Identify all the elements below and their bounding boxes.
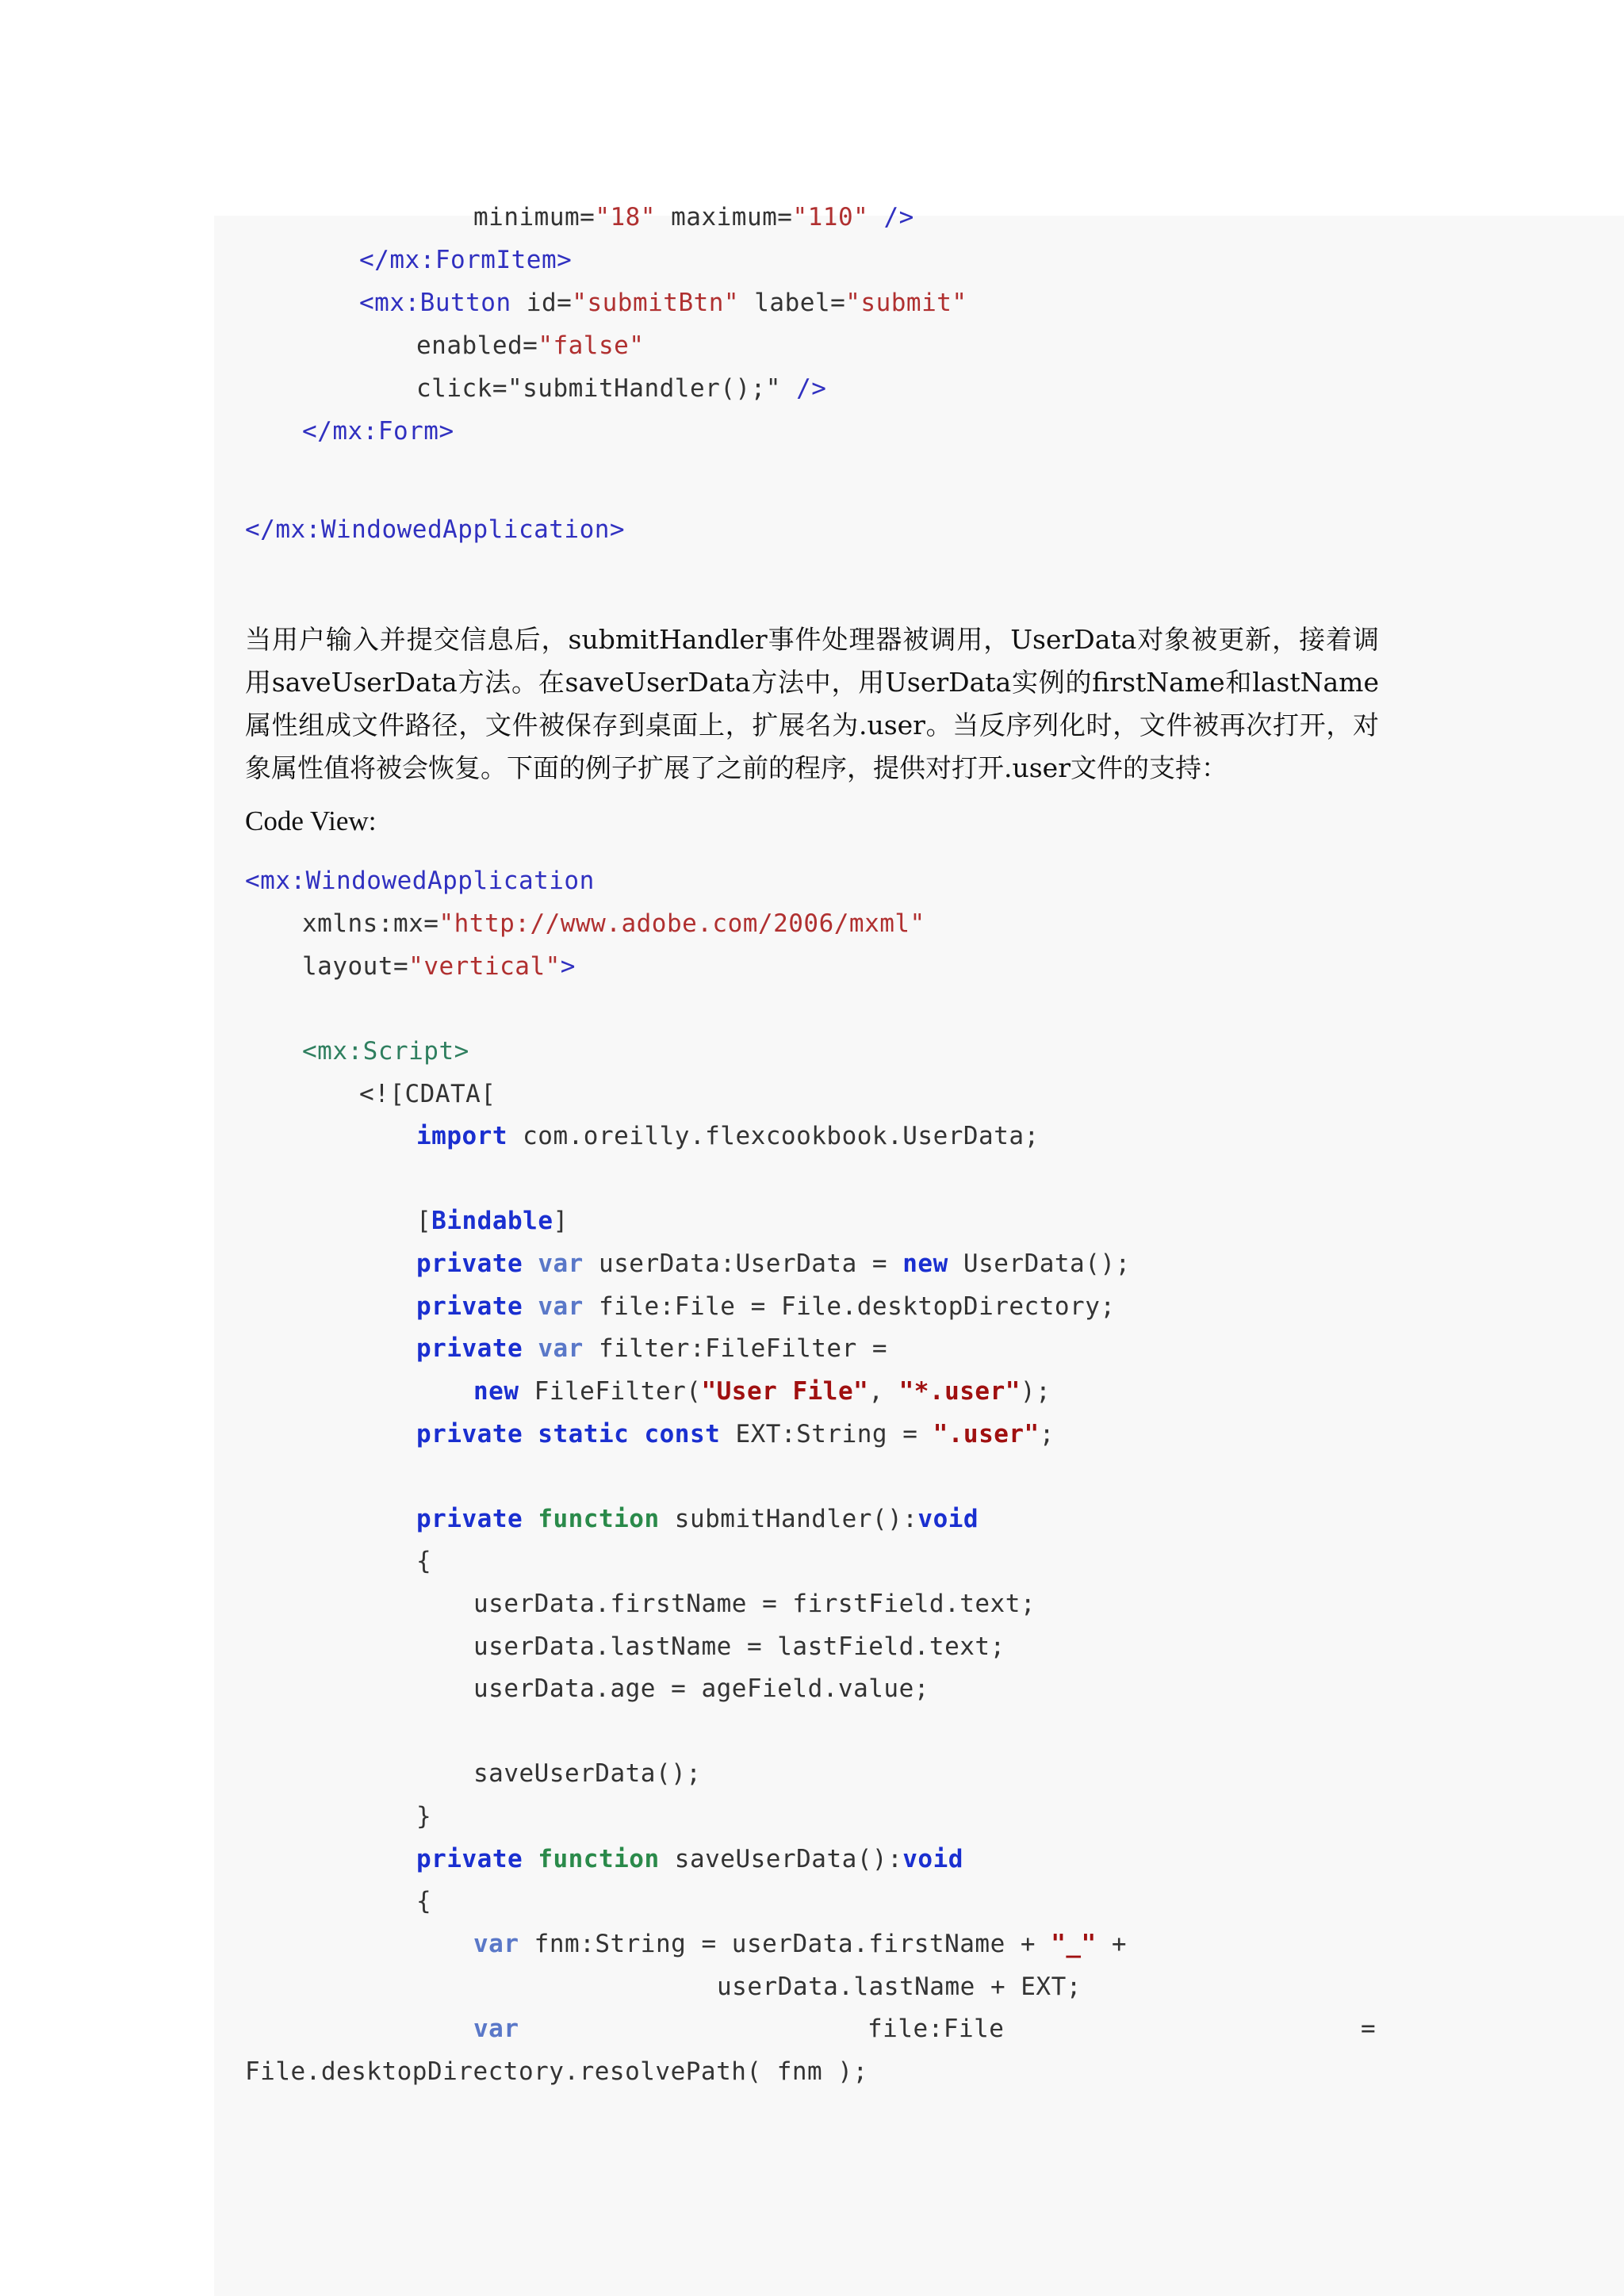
code-line: var fnm:String = userData.firstName + "_" + — [473, 1930, 1128, 1958]
code-line: file:File — [868, 2015, 1005, 2043]
code-line: </mx:WindowedApplication> — [245, 515, 626, 544]
code-line: </mx:FormItem> — [359, 246, 573, 274]
code-line: { — [416, 1887, 432, 1915]
code-line: minimum="18" maximum="110" /> — [473, 203, 914, 232]
code-line: userData.age = ageField.value; — [473, 1674, 929, 1703]
code-line: new FileFilter("User File", "*.user"); — [473, 1377, 1051, 1406]
code-line: private var filter:FileFilter = — [416, 1334, 888, 1363]
code-line: var — [473, 2015, 519, 2043]
code-line: <mx:Button id="submitBtn" label="submit" — [359, 289, 967, 317]
code-line: xmlns:mx="http://www.adobe.com/2006/mxml" — [302, 909, 925, 938]
code-line: userData.lastName + EXT; — [717, 1973, 1082, 2001]
code-line: <mx:Script> — [302, 1037, 469, 1066]
code-line: saveUserData(); — [473, 1759, 702, 1788]
code-line: </mx:Form> — [302, 417, 454, 446]
code-line: File.desktopDirectory.resolvePath( fnm ); — [245, 2057, 868, 2086]
code-view-label: Code View: — [245, 806, 377, 836]
code-line: enabled="false" — [416, 331, 645, 360]
code-line: { — [416, 1547, 432, 1575]
code-line: [Bindable] — [416, 1207, 569, 1235]
body-paragraph: 当用户输入并提交信息后，submitHandler事件处理器被调用，UserData对象被更新，接着调用saveUserData方法。在saveUserData方法中，用UserData实例的firstName和lastName属性组成文件路径，文件被保存到桌面上，扩展名为.user。当反序列化时，文件被再次打开，对象属性值将被会恢复。下面的例子扩展了之前的程序，提供对打开.user文件的支持： — [245, 624, 1379, 783]
code-line: private var userData:UserData = new UserData(); — [416, 1249, 1131, 1278]
code-line: userData.firstName = firstField.text; — [473, 1590, 1036, 1618]
code-line: click="submitHandler();" /> — [416, 374, 827, 403]
code-line: userData.lastName = lastField.text; — [473, 1632, 1005, 1661]
code-line: private function saveUserData():void — [416, 1845, 963, 1873]
code-line: = — [1361, 2015, 1377, 2043]
code-line: private function submitHandler():void — [416, 1505, 979, 1533]
code-line: private var file:File = File.desktopDirectory; — [416, 1292, 1116, 1321]
code-line: import com.oreilly.flexcookbook.UserData; — [416, 1122, 1040, 1150]
code-line: <mx:WindowedApplication — [245, 867, 595, 895]
code-line: private static const EXT:String = ".user"; — [416, 1420, 1055, 1448]
code-line: layout="vertical"> — [302, 952, 576, 981]
code-line: <![CDATA[ — [359, 1080, 496, 1108]
code-line: } — [416, 1802, 432, 1831]
